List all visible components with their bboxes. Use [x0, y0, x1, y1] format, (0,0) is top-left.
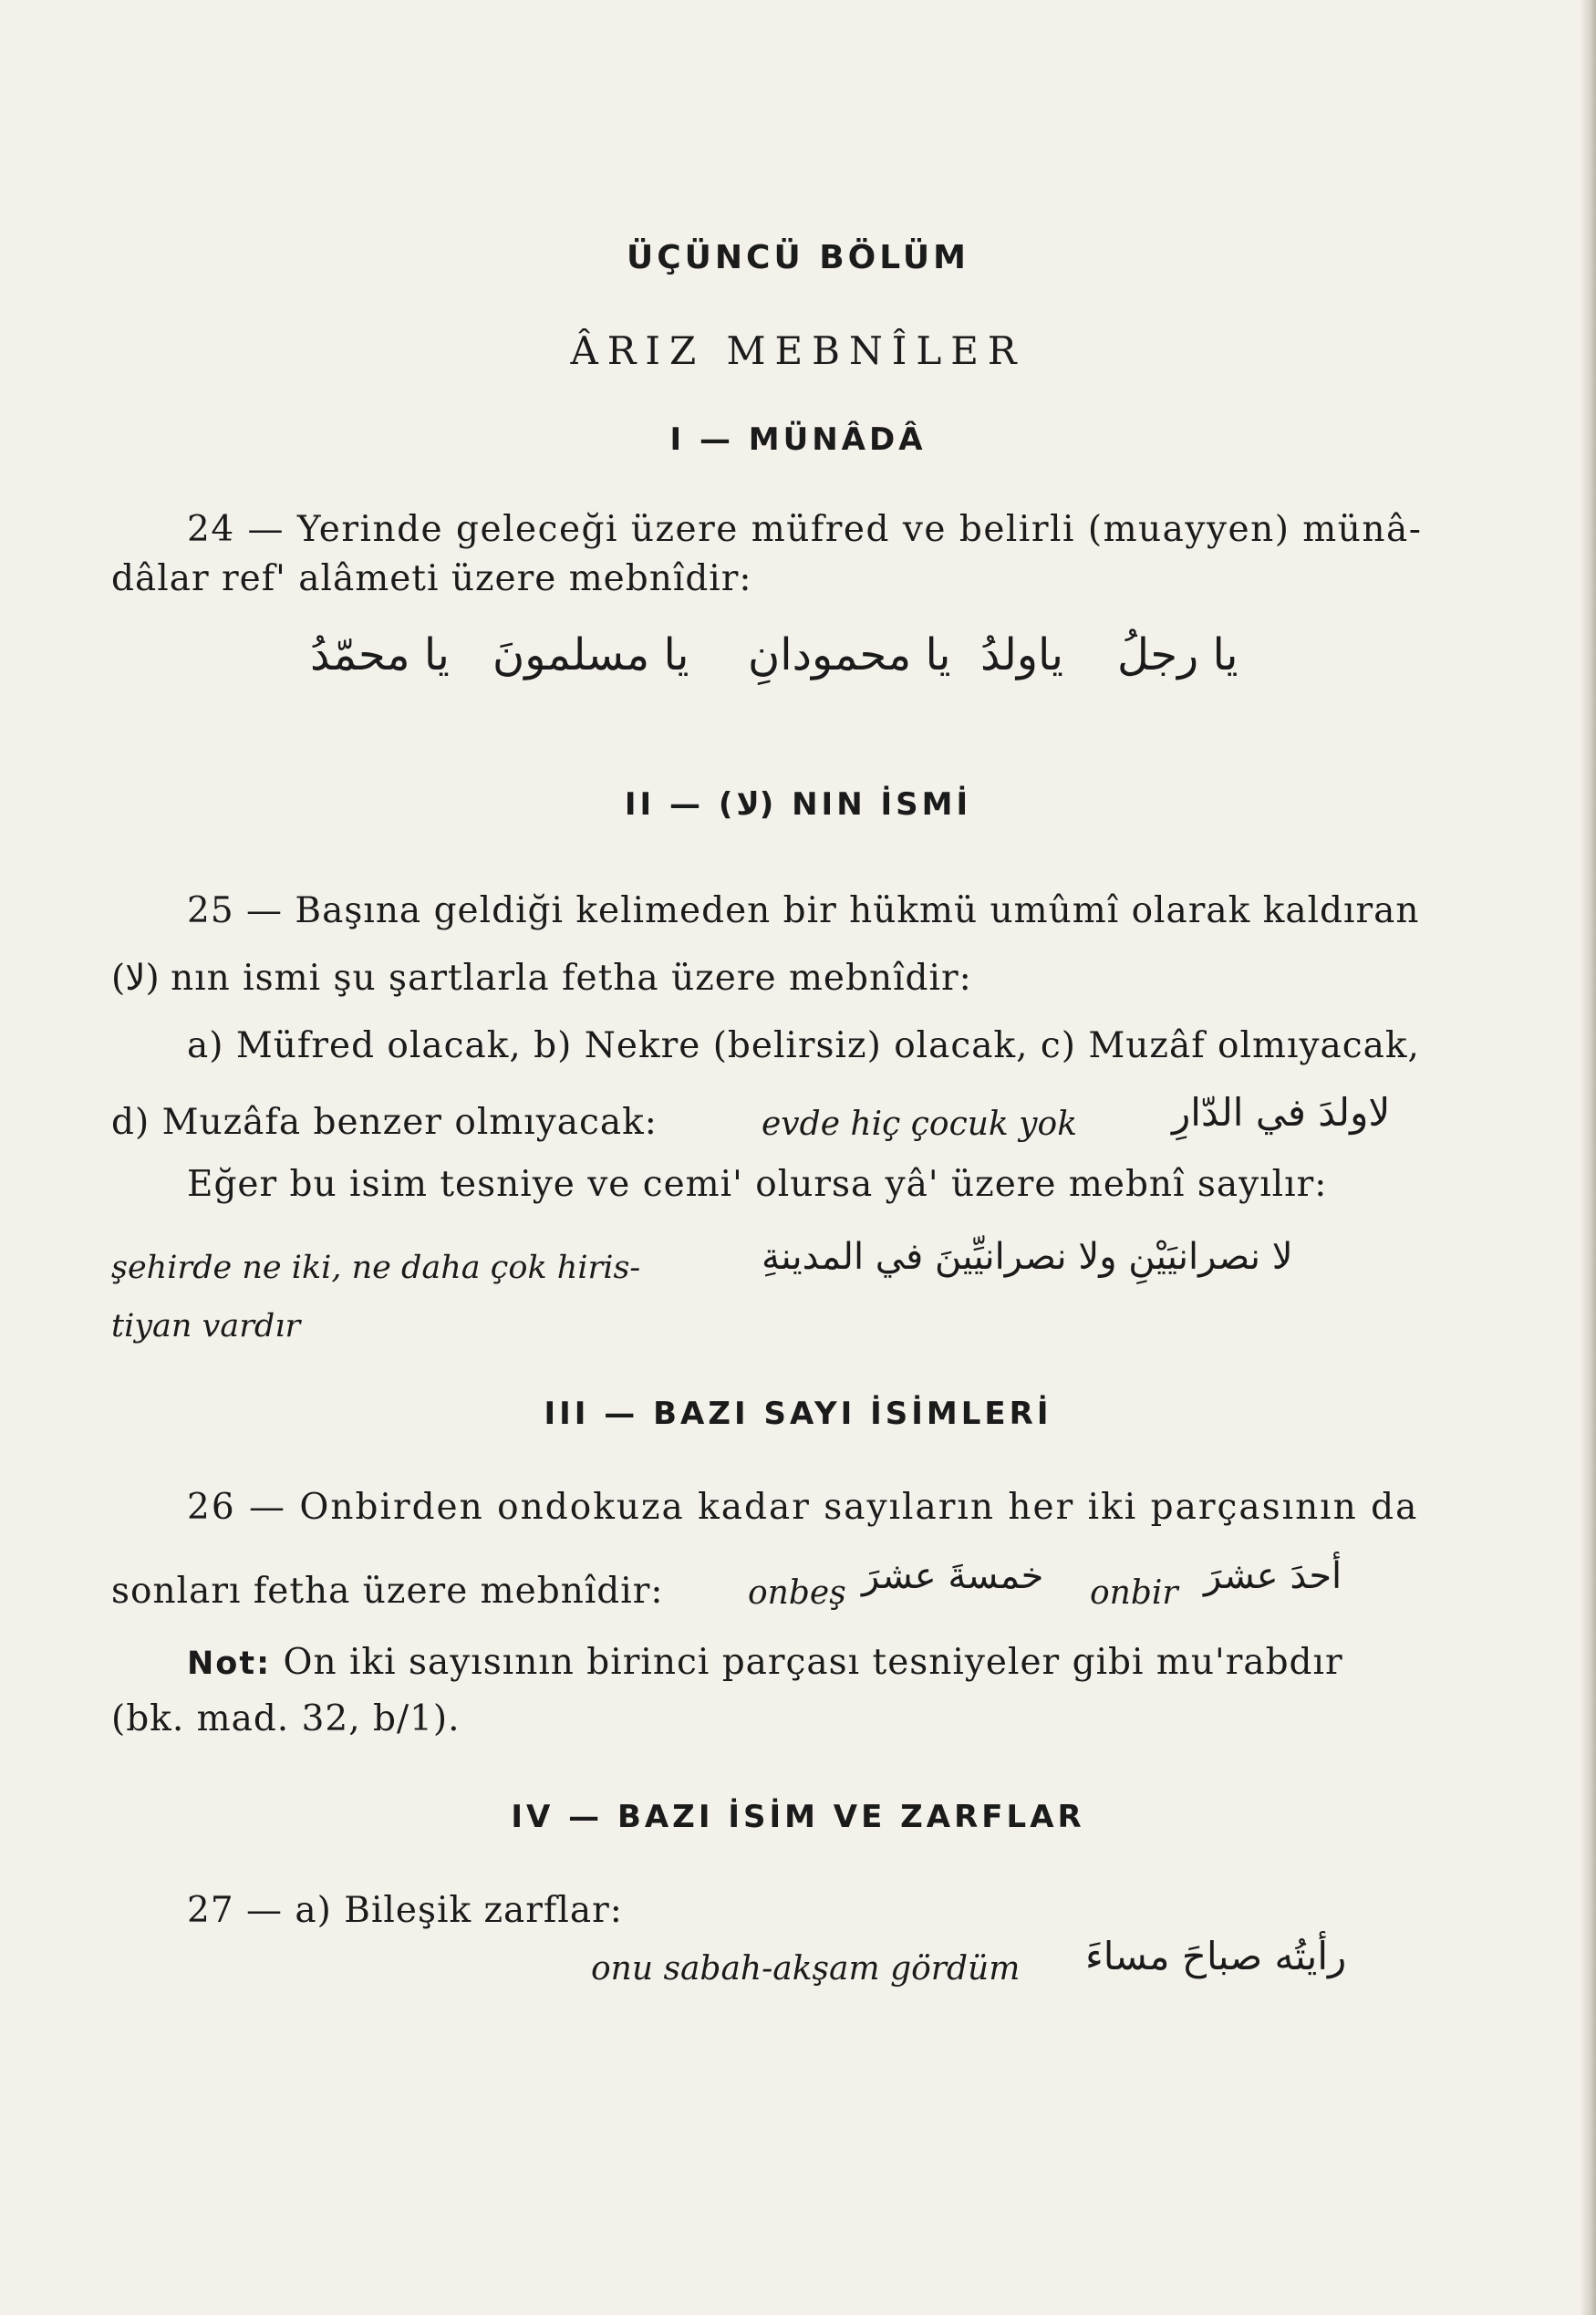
paragraph-24-line2: dâlar ref' alâmeti üzere mebnîdir:: [111, 558, 752, 599]
example-onbes-arabic: خمسةَ عشرَ: [862, 1555, 1044, 1597]
example-zarf-translation: onu sabah-akşam gördüm: [591, 1950, 1021, 1988]
paragraph-25-line2: (لا) nın ismi şu şartlarla fetha üzere mebnîdir:: [111, 958, 972, 999]
section-heading-isim-zarflar: IV — BAZI İSİM VE ZARFLAR: [511, 1799, 1085, 1835]
example2-arabic: لا نصرانيَيْنِ ولا نصرانيِّينَ في المدينةِ: [762, 1236, 1293, 1278]
condition-d: d) Muzâfa benzer olmıyacak:: [111, 1102, 658, 1143]
example1-arabic: لاولدَ في الدّارِ: [1172, 1090, 1391, 1135]
example-ya-muslimun: يا مسلمونَ: [492, 629, 689, 680]
example-ya-mahmudan: يا محمودانِ: [748, 629, 951, 680]
example-ya-muhammad: يا محمّدُ: [310, 629, 450, 680]
dual-plural-line: Eğer bu isim tesniye ve cemi' olursa yâ' üzere mebnî sayılır:: [187, 1164, 1328, 1205]
section-heading-sayi-isimleri: III — BAZI SAYI İSİMLERİ: [544, 1396, 1052, 1432]
example-zarf-arabic: رأيتُه صباحَ مساءَ: [1085, 1934, 1347, 1978]
section-heading-munada: I — MÜNÂDÂ: [669, 421, 927, 458]
paragraph-27: 27 — a) Bileşik zarflar:: [187, 1890, 623, 1931]
paragraph-24-line1: 24 — Yerinde geleceği üzere müfred ve belirli (muayyen) münâ-: [187, 509, 1423, 550]
example2-translation-line2: tiyan vardır: [111, 1308, 301, 1344]
example-onbir-translation: onbir: [1090, 1574, 1178, 1612]
conditions-line: a) Müfred olacak, b) Nekre (belirsiz) olacak, c) Muzâf olmıyacak,: [187, 1025, 1420, 1066]
example2-translation-line1: şehirde ne iki, ne daha çok hiris-: [111, 1250, 641, 1286]
paragraph-25-line1: 25 — Başına geldiği kelimeden bir hükmü umûmî olarak kaldıran: [187, 890, 1420, 931]
note-text: On iki sayısının birinci parçası tesniyeler gibi mu'rabdır: [283, 1642, 1343, 1683]
example1-translation: evde hiç çocuk yok: [762, 1106, 1078, 1143]
paragraph-26-line1: 26 — Onbirden ondokuza kadar sayıların her iki parçasının da: [187, 1487, 1419, 1528]
note-line2: (bk. mad. 32, b/1).: [111, 1698, 461, 1739]
example-ya-valad: ياولدُ: [980, 629, 1063, 680]
note-label: Not:: [187, 1645, 272, 1682]
chapter-subtitle: ÂRIZ MEBNÎLER: [570, 328, 1026, 373]
example-onbir-arabic: أحدَ عشرَ: [1204, 1555, 1342, 1597]
example-ya-racul: يا رجلُ: [1117, 629, 1238, 680]
section-heading-la-ismi: II — (لا) NIN İSMİ: [624, 786, 972, 823]
paragraph-26-line2: sonları fetha üzere mebnîdir:: [111, 1571, 664, 1612]
note-line1: [187, 1642, 1343, 1683]
example-onbes-translation: onbeş: [748, 1574, 846, 1612]
chapter-title: ÜÇÜNCÜ BÖLÜM: [627, 239, 969, 276]
